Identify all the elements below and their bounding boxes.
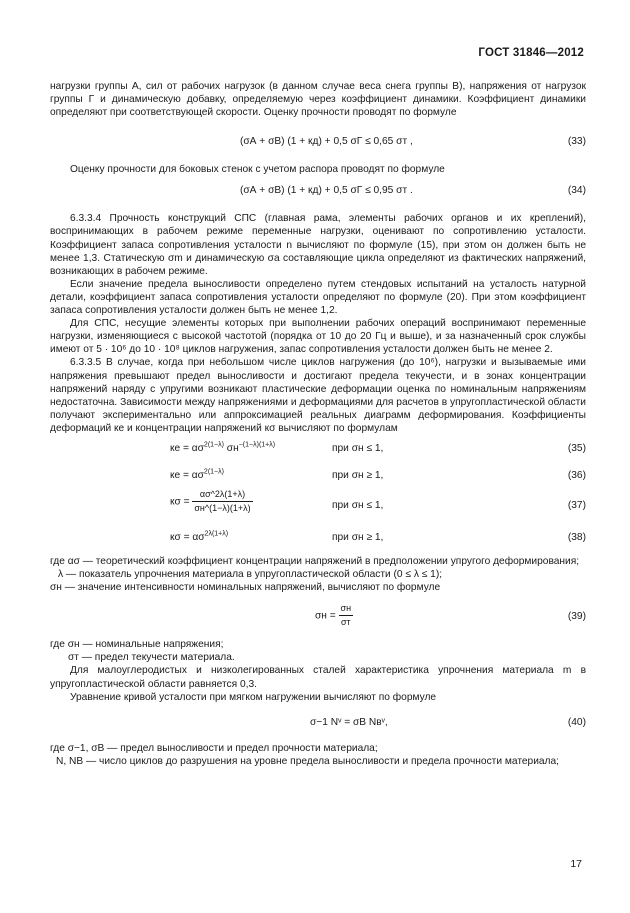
formula-37 xyxy=(50,488,586,522)
definitions-block-2 xyxy=(50,638,586,703)
formula-35-number: (35) xyxy=(567,442,586,454)
formula-35 xyxy=(50,438,586,460)
formula-33-expression: (σА + σВ) (1 + кд) + 0,5 σГ ≤ 0,65 σт , xyxy=(240,136,413,148)
formula-36-condition: при σн ≥ 1, xyxy=(332,469,384,481)
formula-37-condition: при σн ≤ 1, xyxy=(332,499,384,511)
standard-header: ГОСТ 31846—2012 xyxy=(478,47,584,59)
formula-38 xyxy=(50,525,586,549)
definitions-block-3 xyxy=(50,742,586,768)
formula-34 xyxy=(50,180,586,202)
page-number: 17 xyxy=(570,858,582,870)
definitions-block-1 xyxy=(50,555,586,594)
formula-34-number: (34) xyxy=(567,185,586,197)
definition-nominal-stress: где σн — номинальные напряжения; xyxy=(50,639,224,651)
sps-paragraph: Для СПС, несущие элементы которых при выполнении рабочих операций воспринимают переменные нагрузки, изменяющиеся с высокой частотой (порядка от 10 до 20 Гц и выше), и за назначенный срок службы имеют от 5 · 10⁶ до 10 · 10⁸ циклов нагружения, запас сопротивления усталости должен быть не менее 2. xyxy=(50,318,586,356)
endurance-paragraph: Если значение предела выносливости определено путем стендовых испытаний на усталость натурной детали, коэффициент запаса сопротивления усталости определяют по формуле (20). При этом коэффициент запаса сопротивления усталости должен быть не менее 1,2. xyxy=(50,278,586,317)
definition-cycles: N, NВ — число циклов до разрушения на уровне предела выносливости и предела прочности материала; xyxy=(56,755,559,767)
formula-36 xyxy=(50,463,586,485)
formula-35-expression: кe = $\alpha\sigma^{2(1-\lambda)}$ $\sigma н^{-(1-\lambda)(1+\lambda)}$ xyxy=(170,441,276,454)
formula-39 xyxy=(50,600,586,632)
formula-40-number: (40) xyxy=(567,716,586,728)
formula-39-number: (39) xyxy=(567,611,586,623)
formula-38-condition: при σн ≥ 1, xyxy=(332,531,384,543)
formula-36-number: (36) xyxy=(567,469,586,481)
formula-33 xyxy=(50,131,586,153)
intro-paragraph: нагрузки группы А, сил от рабочих нагрузок (в данном случае веса снега группы В), напряжения от нагрузок группы Г и динамическую добавку, определяемую через коэффициент динамики. Коэффициент динамики определяют при соответствующей скорости. Оценку прочности проводят по формуле xyxy=(50,81,586,119)
formula-38-expression: $к\sigma = \alpha\sigma^{2\lambda(1+\lambda)}$ xyxy=(170,530,229,543)
formula-39-expression: σн = $\frac{\sigma н}{\sigma т}$ xyxy=(315,603,352,628)
side-walls-paragraph: Оценку прочности для боковых стенок с учетом распора проводят по формуле xyxy=(70,164,445,176)
formula-40 xyxy=(50,712,586,734)
formula-33-number: (33) xyxy=(567,136,586,148)
page-content xyxy=(50,80,586,768)
formula-37-expression: кσ = $\frac{\alpha\sigma\^{}2\lambda(1+\lambda)}{\sigma н\^{}(1-\lambda)(1+\lambda)}$ xyxy=(170,488,251,514)
definition-lambda: λ — показатель упрочнения материала в упругопластической области (0 ≤ λ ≤ 1); xyxy=(58,569,443,581)
definition-yield-stress: σт — предел текучести материала. xyxy=(68,652,235,664)
formula-37-number: (37) xyxy=(567,499,586,511)
section-6334-paragraph: 6.3.3.4 Прочность конструкций СПС (главная рама, элементы рабочих органов и их креплений), воспринимающих в рабочем режиме переменные нагрузки, оценивают по сопротивлению усталости. Коэффициент запаса сопротивления усталости n вычисляют по формуле (15), при этом он должен быть не менее 1,3. Статическую σm и динамическую σa составляющие цикла определяют из фактических напряжений, возникающих в рабочем режиме. xyxy=(50,213,586,277)
fatigue-curve-paragraph: Уравнение кривой усталости при мягком нагружении вычисляют по формуле xyxy=(70,691,437,703)
section-6335-paragraph: 6.3.3.5 В случае, когда при небольшом числе циклов нагружения (до 10⁶), нагрузки и вызываемые ими напряжения превышают предел выносливости и достигают предела текучести, и в зонах концентрации напряжений наряду с упругими возникают пластические деформации оценка по номинальным напряжениям недостаточна. Зависимости между напряжениями и деформациями для расчетов в упругопластической области получают экспериментально или аппроксимацией реальных диаграмм деформирования. Коэффициенты деформаций кe и концентрации напряжений кσ вычисляют по формулам xyxy=(50,357,586,434)
formula-38-number: (38) xyxy=(567,531,586,543)
formula-40-expression: σ−1 Nᵛ = σВ Nвᵛ, xyxy=(310,716,388,728)
formula-36-expression: кe = $\alpha\sigma^{2(1-\lambda)}$ xyxy=(170,468,224,481)
definition-endurance-limit: где σ−1, σВ — предел выносливости и предел прочности материала; xyxy=(50,742,378,754)
formula-34-expression: (σА + σВ) (1 + кд) + 0,5 σГ ≤ 0,95 σт . xyxy=(240,185,413,197)
formula-35-condition: при σн ≤ 1, xyxy=(332,442,384,454)
definition-sigma-n: σн — значение интенсивности номинальных напряжений, вычисляют по формуле xyxy=(50,582,441,594)
hardening-paragraph: Для малоуглеродистых и низколегированных сталей характеристика упрочнения материала m в упругопластической области равняется 0,3. xyxy=(50,665,586,690)
definition-alpha: где ασ — теоретический коэффициент концентрации напряжений в предположении упругого деформирования; xyxy=(50,555,580,567)
